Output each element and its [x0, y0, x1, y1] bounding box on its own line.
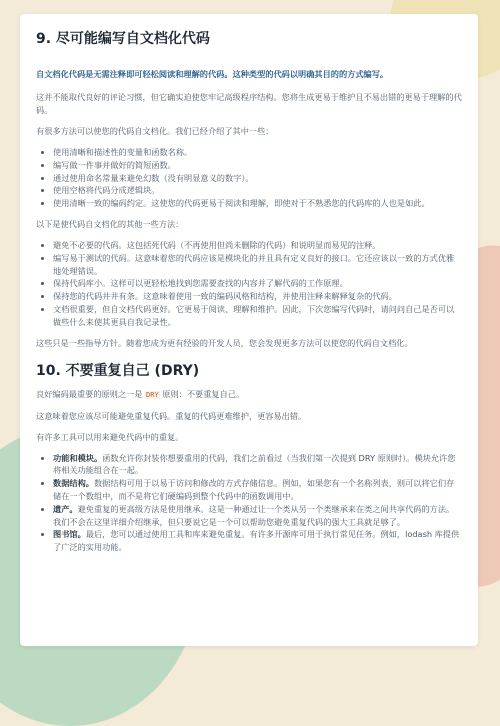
dry-code-term: DRY [146, 390, 159, 399]
section-10-list [36, 452, 462, 554]
section-9-paragraph-4: 这些只是一些指导方针。随着您成为更有经验的开发人员，您会发现更多方法可以使您的代码自文档化。 [36, 337, 413, 348]
section-9-paragraph-3: 以下是使代码自文档化的其他一些方法： [36, 218, 184, 229]
section-9-list-1 [36, 146, 462, 210]
list-item: • 使用清晰一致的编码约定。这使您的代码更易于阅读和理解，即使对于不熟悉您的代码库的人也是如此。 [53, 197, 462, 210]
section-10-paragraph-2: 有许多工具可以用来避免代码中的重复。 [36, 431, 184, 442]
list-item: • 避免不必要的代码。这包括死代码（不再使用但尚未删除的代码）和说明显而易见的注释。 [53, 239, 462, 252]
list-item: • 文档很重要，但自文档代码更好。它更易于阅读、理解和维护。因此，下次您编写代码时，请问问自己是否可以做些什么来使其更具自我记录性。 [53, 303, 462, 329]
list-item-term: 图书馆。 [53, 529, 86, 540]
list-item: • 使用空格将代码分成逻辑块。 [53, 184, 462, 197]
list-item: • 保持您的代码井井有条。这意味着使用一致的编码风格和结构，并使用注释来解释复杂的代码。 [53, 290, 462, 303]
list-item-term: 遗产。 [53, 503, 78, 514]
section-10-heading: 10. 不要重复自己 (DRY) [36, 362, 200, 379]
intro-text-after: 原则：不要重复自己。 [159, 388, 245, 399]
section-9-paragraph-1: 这并不能取代良好的评论习惯，但它确实迫使您牢记高级程序结构。您将生成更易于维护且不易出错的更易于理解的代码。 [36, 92, 462, 115]
list-item-term: 数据结构。 [53, 478, 94, 489]
list-item: • 保持代码库小。这样可以更轻松地找到您需要查找的内容并了解代码的工作原理。 [53, 277, 462, 290]
section-10-intro [36, 388, 462, 402]
list-item-term: 功能和模块。 [53, 452, 103, 463]
section-9-list-2 [36, 239, 462, 329]
section-10-paragraph-1: 这意味着您应该尽可能避免重复代码。重复的代码更难维护，更容易出错。 [36, 410, 307, 421]
intro-text-before: 良好编码最重要的原则之一是 [36, 388, 146, 399]
section-9-paragraph-2: 有很多方法可以使您的代码自文档化。我们已经介绍了其中一些： [36, 126, 274, 136]
article-card [20, 14, 478, 646]
section-9-heading: 9. 尽可能编写自文档化代码 [36, 31, 210, 47]
list-item-text: 避免重复的更高级方法是使用继承。这是一种通过让一个类从另一个类继承来在类之间共享代码的方法。我们不会在这里详细介绍继承，但只要说它是一个可以帮助您避免重复代码的强大工具就足够了。 [53, 503, 455, 527]
list-item [53, 452, 462, 478]
list-item [53, 528, 462, 554]
list-item [53, 477, 462, 503]
list-item: • 编写易于测试的代码。这意味着您的代码应该是模块化的并且具有定义良好的接口。它还应该以一致的方式优雅地处理错误。 [53, 252, 462, 278]
list-item: • 编写做一件事并做好的简短函数。 [53, 159, 462, 172]
list-item-text: 函数允许你封装你想要重用的代码，我们之前看过（当我们第一次提到 DRY 原则时）。模块允许您将相关功能组合在一起。 [53, 452, 456, 476]
list-item: • 使用清晰和描述性的变量和函数名称。 [53, 146, 462, 159]
list-item [53, 503, 462, 529]
section-9-lead: 自文档化代码是无需注释即可轻松阅读和理解的代码。这种类型的代码以明确其目的的方式编写。 [36, 69, 389, 79]
list-item-text: 数据结构可用于以易于访问和修改的方式存储信息。例如，如果您有一个名称列表，则可以将它们存储在一个数组中，而不是将它们硬编码到整个代码中的函数调用中。 [53, 478, 455, 501]
list-item-text: 最后，您可以通过使用工具和库来避免重复。有许多开源库可用于执行常见任务。例如，lodash 库提供了广泛的实用功能。 [53, 529, 460, 553]
list-item: • 通过使用命名常量来避免幻数（没有明显意义的数字）。 [53, 172, 462, 185]
